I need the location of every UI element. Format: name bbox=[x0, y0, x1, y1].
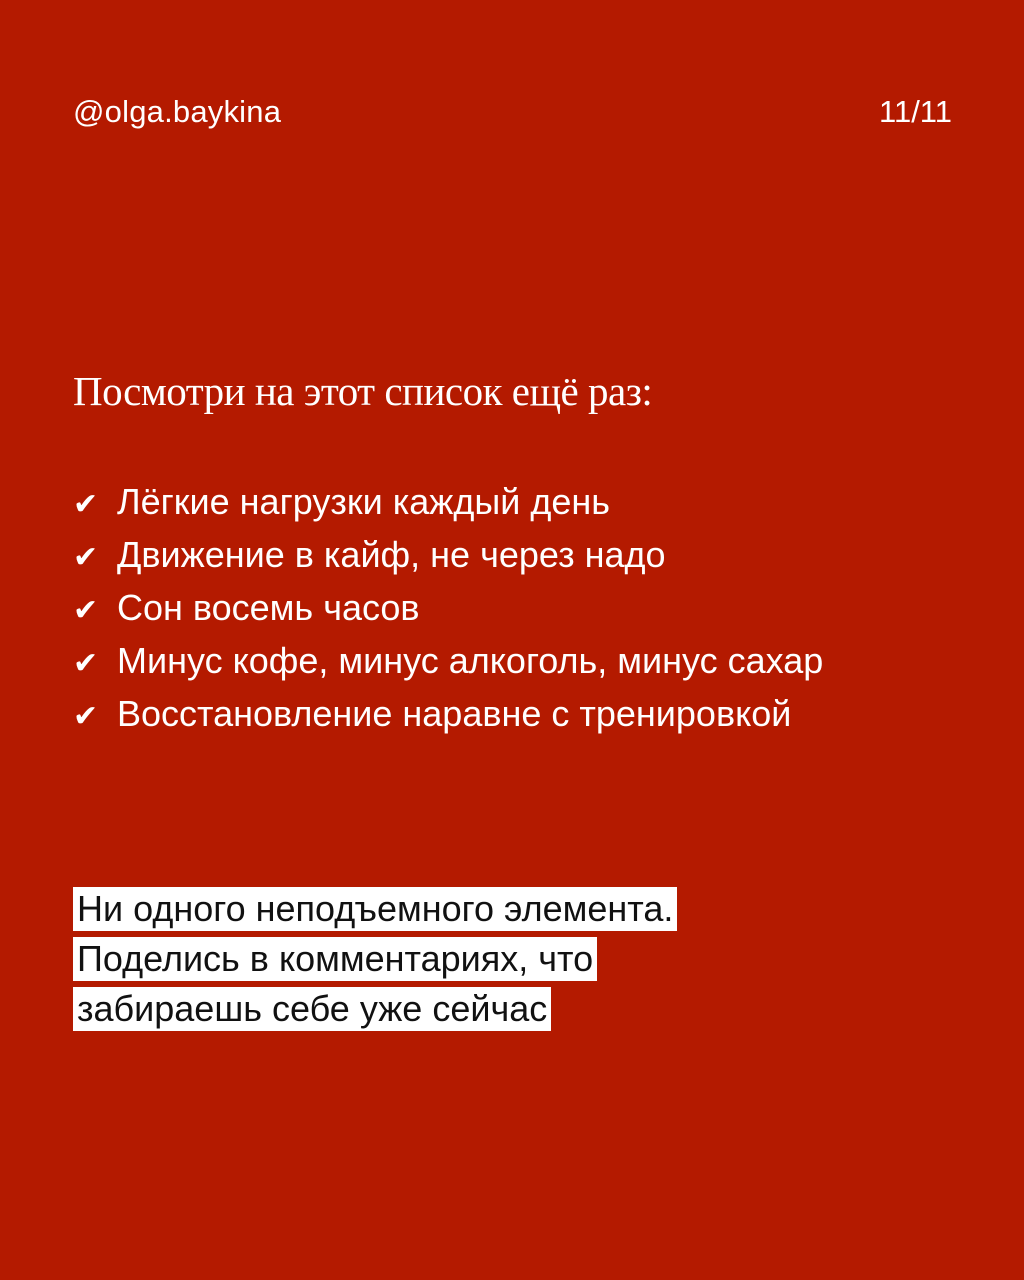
cta-line bbox=[73, 984, 793, 1034]
cta-line bbox=[73, 884, 793, 934]
checkmark-icon: ✔ bbox=[73, 647, 99, 680]
cta-line bbox=[73, 934, 793, 984]
checklist-item-text: Сон восемь часов bbox=[117, 587, 420, 628]
checklist-item-text: Восстановление наравне с тренировкой bbox=[117, 693, 792, 734]
author-handle: @olga.baykina bbox=[73, 94, 282, 129]
checkmark-icon: ✔ bbox=[73, 700, 99, 733]
checkmark-icon: ✔ bbox=[73, 488, 99, 521]
page-counter: 11/11 bbox=[879, 94, 952, 129]
highlighted-text: Ни одного неподъемного элемента. bbox=[73, 887, 677, 931]
checklist-item bbox=[73, 477, 833, 530]
checklist-item-text: Лёгкие нагрузки каждый день bbox=[117, 481, 610, 522]
checklist-item bbox=[73, 583, 833, 636]
call-to-action bbox=[73, 884, 793, 1034]
checklist bbox=[73, 477, 833, 742]
checklist-item-text: Минус кофе, минус алкоголь, минус сахар bbox=[117, 640, 824, 681]
checklist-item-text: Движение в кайф, не через надо bbox=[117, 534, 666, 575]
checklist-item bbox=[73, 530, 833, 583]
checkmark-icon: ✔ bbox=[73, 541, 99, 574]
highlighted-text: Поделись в комментариях, что bbox=[73, 937, 597, 981]
checklist-item bbox=[73, 636, 833, 689]
slide-heading: Посмотри на этот список ещё раз: bbox=[73, 368, 653, 414]
checklist-item bbox=[73, 689, 833, 742]
checkmark-icon: ✔ bbox=[73, 594, 99, 627]
highlighted-text: забираешь себе уже сейчас bbox=[73, 987, 551, 1031]
